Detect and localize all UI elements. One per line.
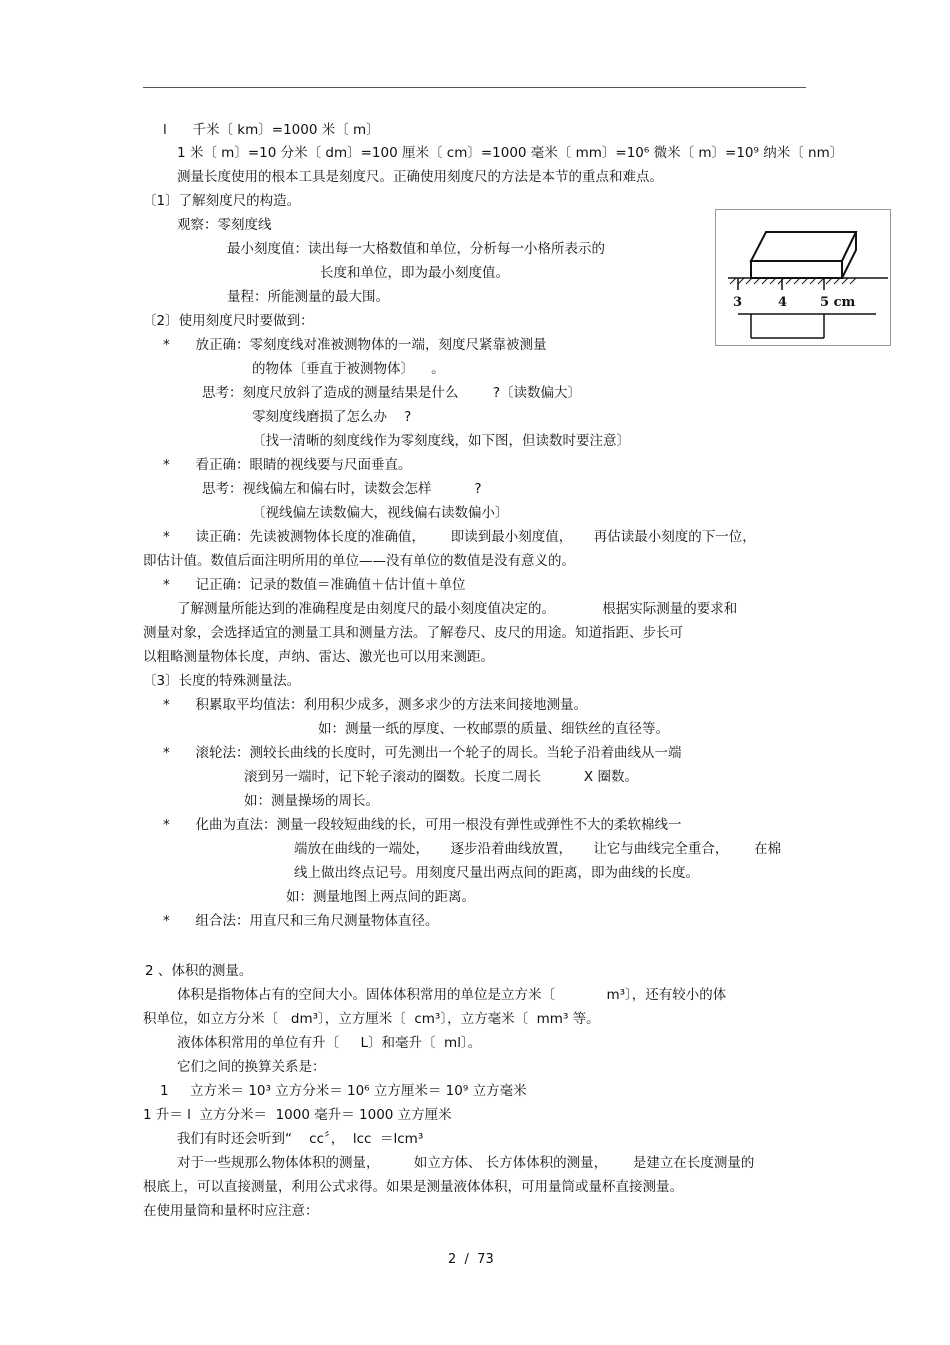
text-line: 如：测量地图上两点间的距离。	[286, 889, 475, 905]
text-line: l 千米〔 km〕=1000 米〔 m〕	[163, 122, 380, 138]
text-line: 1 升＝ l 立方分米＝ 1000 毫升＝ 1000 立方厘米	[143, 1107, 452, 1123]
text-line: 线上做出终点记号。用刻度尺量出两点间的距离，即为曲线的长度。	[294, 865, 699, 881]
text-line: 〔找一清晰的刻度线作为零刻度线，如下图，但读数时要注意〕	[252, 433, 630, 449]
section-heading: 〔3〕长度的特殊测量法。	[143, 673, 301, 689]
tick-label-5cm: 5 cm	[820, 295, 856, 310]
text-line: 我们有时还会听到“ cc〞， lcc ＝lcm³	[177, 1131, 424, 1147]
text-line: 的物体〔垂直于被测物体〕 。	[252, 361, 445, 377]
text-line: 1 米〔 m〕=10 分米〔 dm〕=100 厘米〔 cm〕=1000 毫米〔 mm〕=10⁶ 微米〔 m〕=10⁹ 纳米〔 nm〕	[177, 145, 844, 161]
text-line: 在使用量筒和量杯时应注意：	[143, 1203, 319, 1219]
block-front-face	[751, 261, 842, 278]
text-line: 〔视线偏左读数偏大，视线偏右读数偏小〕	[252, 505, 509, 521]
list-item: * 看正确：眼睛的视线要与尺面垂直。	[163, 457, 412, 473]
list-item: * 积累取平均值法：利用积少成多，测多求少的方法来间接地测量。	[163, 697, 587, 713]
text-line: 最小刻度值：读出每一大格数值和单位，分析每一小格所表示的	[227, 241, 605, 257]
block-top-face	[751, 232, 856, 261]
page-number: 2 / 73	[448, 1252, 494, 1267]
section-heading: 2 、体积的测量。	[145, 963, 253, 979]
list-item: * 组合法：用直尺和三角尺测量物体直径。	[163, 913, 439, 929]
list-item: * 读正确：先读被测物体长度的准确值， 即读到最小刻度值， 再估读最小刻度的下一位，	[163, 529, 756, 545]
list-item: * 滚轮法：测较长曲线的长度时，可先测出一个轮子的周长。当轮子沿着曲线从一端	[163, 745, 682, 761]
tick-label-3: 3	[733, 295, 743, 310]
text-line: 滚到另一端时，记下轮子滚动的圈数。长度二周长 X 圈数。	[244, 769, 638, 785]
text-line: 思考：视线偏左和偏右时，读数会怎样 ?	[202, 481, 482, 497]
text-line: 以粗略测量物体长度，声纳、雷达、激光也可以用来测距。	[143, 649, 494, 665]
section-heading: 〔1〕了解刻度尺的构造。	[143, 193, 301, 209]
text-line: 液体体积常用的单位有升〔 L〕和毫升〔 ml〕。	[177, 1035, 482, 1051]
text-line: 了解测量所能达到的准确程度是由刻度尺的最小刻度值决定的。 根据实际测量的要求和	[177, 601, 738, 617]
ruler-measurement-figure	[715, 209, 891, 346]
ruler-diagram	[716, 210, 890, 345]
header-rule	[143, 87, 806, 88]
text-line: 根底上，可以直接测量，利用公式求得。如果是测量液体体积，可用量筒或量杯直接测量。	[143, 1179, 683, 1195]
text-line: 测量长度使用的根本工具是刻度尺。正确使用刻度尺的方法是本节的重点和难点。	[177, 169, 663, 185]
text-line: 积单位，如立方分米〔 dm³〕，立方厘米〔 cm³〕，立方毫米〔 mm³ 等。	[143, 1011, 600, 1027]
text-line: 即估计值。数值后面注明所用的单位——没有单位的数值是没有意义的。	[143, 553, 575, 569]
text-line: 零刻度线磨损了怎么办 ?	[252, 409, 412, 425]
list-item: * 化曲为直法：测量一段较短曲线的长，可用一根没有弹性或弹性不大的柔软棉线一	[163, 817, 682, 833]
text-line: 端放在曲线的一端处， 逐步沿着曲线放置， 让它与曲线完全重合， 在棉	[294, 841, 782, 857]
text-line: 测量对象，会选择适宜的测量工具和测量方法。了解卷尺、皮尺的用途。知道指距、步长可	[143, 625, 683, 641]
list-item: * 记正确：记录的数值＝准确值＋估计值＋单位	[163, 577, 466, 593]
text-line: 如：测量一纸的厚度、一枚邮票的质量、细铁丝的直径等。	[318, 721, 669, 737]
text-line: 长度和单位，即为最小刻度值。	[320, 265, 509, 281]
text-line: 思考：刻度尺放斜了造成的测量结果是什么 ?〔读数偏大〕	[202, 385, 581, 401]
text-line: 它们之间的换算关系是：	[177, 1059, 326, 1075]
text-line: 对于一些规那么物体体积的测量， 如立方体、 长方体体积的测量， 是建立在长度测量的	[177, 1155, 755, 1171]
text-line: 如：测量操场的周长。	[244, 793, 379, 809]
section-heading: 〔2〕使用刻度尺时要做到：	[143, 313, 314, 329]
text-line: 1 立方米＝ 10³ 立方分米＝ 10⁶ 立方厘米＝ 10⁹ 立方毫米	[160, 1083, 527, 1099]
tick-label-4: 4	[778, 295, 788, 310]
text-line: 量程：所能测量的最大围。	[227, 289, 389, 305]
list-item: * 放正确：零刻度线对准被测物体的一端，刻度尺紧靠被测量	[163, 337, 547, 353]
text-line: 体积是指物体占有的空间大小。固体体积常用的单位是立方米〔 m³〕，还有较小的体	[177, 987, 727, 1003]
text-line: 观察：零刻度线	[177, 217, 272, 233]
